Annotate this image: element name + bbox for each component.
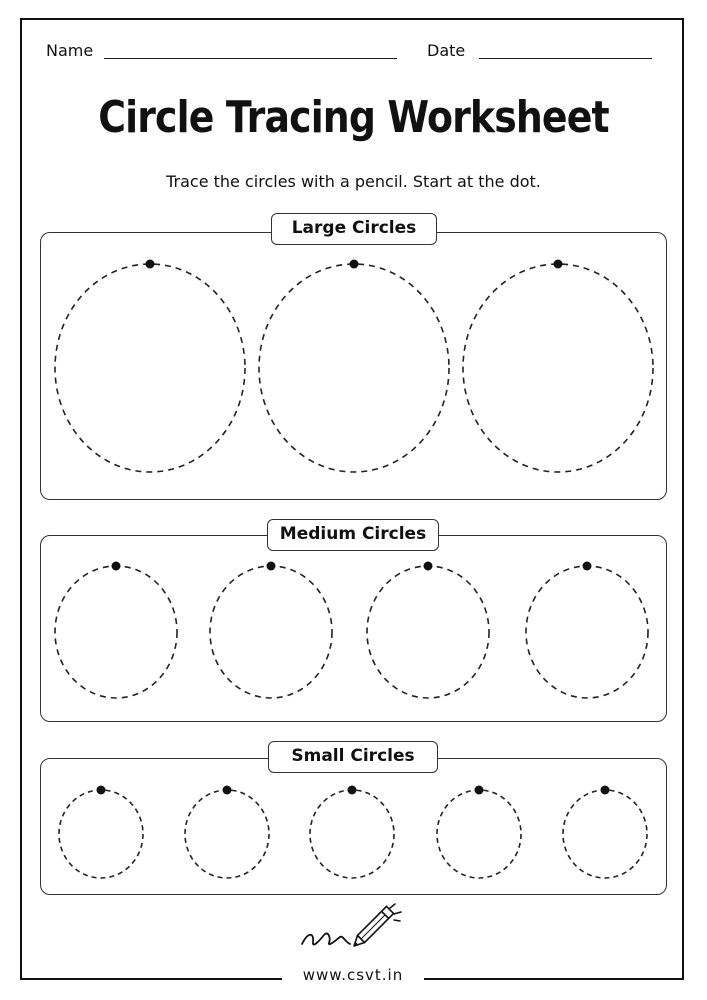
date-line[interactable] xyxy=(479,58,652,59)
large-circles-panel xyxy=(40,232,667,500)
trace-circle-small[interactable] xyxy=(437,790,521,878)
start-dot-icon xyxy=(583,562,592,571)
medium-circles-panel xyxy=(40,535,667,722)
trace-circle-large[interactable] xyxy=(463,264,653,472)
name-line[interactable] xyxy=(104,58,397,59)
trace-circle-large[interactable] xyxy=(55,264,245,472)
start-dot-icon xyxy=(97,786,106,795)
trace-circle-small[interactable] xyxy=(59,790,143,878)
trace-circle-medium[interactable] xyxy=(367,566,489,698)
trace-circle-medium[interactable] xyxy=(210,566,332,698)
trace-circle-medium[interactable] xyxy=(55,566,177,698)
section-label-medium: Medium Circles xyxy=(267,519,439,551)
trace-circle-large[interactable] xyxy=(259,264,449,472)
trace-circle-medium[interactable] xyxy=(526,566,648,698)
large-circles-svg xyxy=(41,233,668,501)
start-dot-icon xyxy=(554,260,563,269)
section-label-small: Small Circles xyxy=(268,741,438,773)
start-dot-icon xyxy=(601,786,610,795)
trace-circle-small[interactable] xyxy=(185,790,269,878)
start-dot-icon xyxy=(223,786,232,795)
pencil-icon xyxy=(298,902,410,954)
small-circles-panel xyxy=(40,758,667,895)
start-dot-icon xyxy=(424,562,433,571)
footer-website: www.csvt.in xyxy=(282,966,424,984)
small-circles-svg xyxy=(41,759,668,896)
trace-circle-small[interactable] xyxy=(310,790,394,878)
start-dot-icon xyxy=(112,562,121,571)
start-dot-icon xyxy=(146,260,155,269)
start-dot-icon xyxy=(348,786,357,795)
page-title: Circle Tracing Worksheet xyxy=(98,92,609,143)
start-dot-icon xyxy=(475,786,484,795)
medium-circles-svg xyxy=(41,536,668,723)
name-label: Name xyxy=(46,41,94,60)
trace-circle-small[interactable] xyxy=(563,790,647,878)
start-dot-icon xyxy=(350,260,359,269)
start-dot-icon xyxy=(267,562,276,571)
section-label-large: Large Circles xyxy=(271,213,437,245)
instruction-text: Trace the circles with a pencil. Start at the dot. xyxy=(166,172,541,191)
date-label: Date xyxy=(427,41,466,60)
